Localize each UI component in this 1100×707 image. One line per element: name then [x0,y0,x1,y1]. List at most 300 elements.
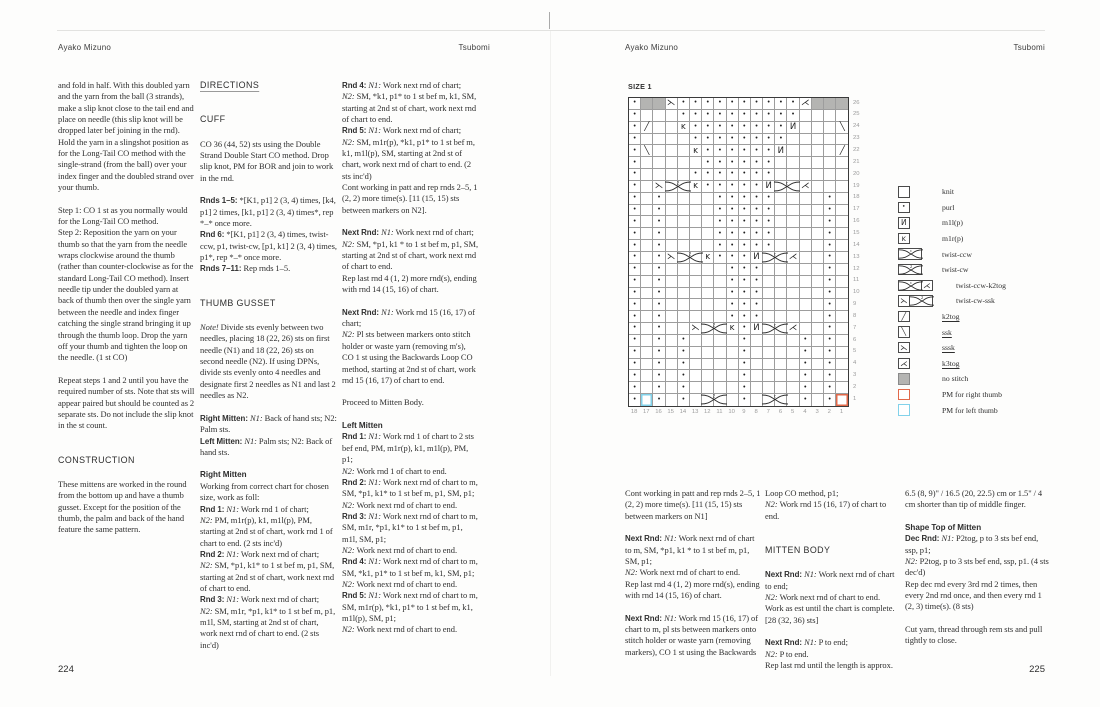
chart-cell: • [714,110,726,122]
chart-col-label: 11 [716,409,723,415]
chart-cell [666,276,678,288]
chart-cell [775,181,787,193]
chart-cell: • [714,169,726,181]
chart-cell [666,145,678,157]
legend-symbol-tcwssk: ⋋ 2 [898,295,944,307]
chart-cell [800,216,812,228]
chart-cell [690,394,702,406]
chart-cell: • [739,169,751,181]
chart-cell [800,311,812,323]
chart-cell: ⋌ [800,181,812,193]
legend-item [898,233,1006,245]
chart-cell: • [751,264,763,276]
chart-cell: ╱ [836,145,848,157]
chart-cell [836,205,848,217]
chart-cell: • [739,157,751,169]
chart-col-label: 13 [691,409,699,415]
chart-cell: ⋌ [787,252,799,264]
chart-col-label: 16 [655,409,662,415]
chart-cell [775,335,787,347]
chart-cell: • [739,98,751,110]
chart-cell: ⋋ [690,323,702,335]
chart-cell: ĸ [727,323,739,335]
chart-cell: • [653,359,665,371]
chart-cell [666,323,678,335]
chart-cell [702,382,714,394]
chart-cell [678,157,690,169]
chart-cell: • [824,228,836,240]
chart-cell: И [763,181,775,193]
chart-cell: И [751,252,763,264]
chart-cell [666,382,678,394]
chart-cell [812,110,824,122]
chart-cell [751,347,763,359]
chart-cell: • [824,335,836,347]
chart-row-label: 2 [853,384,857,390]
chart-cell [763,288,775,300]
chart-col-label: 12 [704,409,711,415]
chart-cell [678,145,690,157]
chart-cell: • [653,228,665,240]
chart-cell [714,299,726,311]
chart-cell [690,205,702,217]
chart-cell: • [751,98,763,110]
crop-mark [549,12,550,29]
paragraph: Right Mitten: N1: Back of hand sts; N2: Palm sts. [200,412,337,435]
chart-col-label: 6 [778,409,783,415]
chart-cell [812,205,824,217]
chart-row-label: 20 [853,170,860,177]
chart-cell [787,264,799,276]
paragraph: N2: P to end. [765,648,809,659]
chart-cell [714,370,726,382]
chart-cell [641,216,653,228]
chart-cell [775,193,787,205]
paragraph: N2: Work next rnd of chart to end. [342,499,458,510]
chart-cell: • [763,134,775,146]
legend-item [898,280,1006,292]
chart-cell [666,169,678,181]
chart-cell [812,122,824,134]
chart-cell [775,169,787,181]
chart-cell [714,359,726,371]
chart-cell [812,299,824,311]
legend-symbol-n [898,373,930,385]
chart-cell [690,240,702,252]
chart-cell [690,299,702,311]
chart-cell [763,382,775,394]
chart-cell: • [629,240,641,252]
chart-cell [666,311,678,323]
chart-cell: • [629,181,641,193]
chart-cell [678,276,690,288]
chart-cell [653,98,665,110]
chart-cell [727,335,739,347]
chart-cell: • [678,335,690,347]
paragraph: Rnd 3: N1: Work next rnd of chart; [200,594,320,605]
chart-cell [787,288,799,300]
chart-cell: • [739,181,751,193]
chart-cell [702,311,714,323]
chart-cell [836,311,848,323]
chart-cell [751,394,763,406]
chart-cell: • [702,110,714,122]
legend-label: m1l(p) [942,218,963,228]
chart-cell [702,394,714,406]
chart-cell [800,276,812,288]
chart-cell [751,370,763,382]
legend-symbol-pmr [898,389,930,401]
paragraph: Rnd 1: N1: Work rnd 1 of chart to 2 sts bef end, PM, m1r(p), k1, m1l(p), PM, p1; [342,431,474,465]
chart-cell [714,288,726,300]
chart-cell: • [800,382,812,394]
legend-label: PM for left thumb [942,405,998,415]
chart-cell [666,240,678,252]
legend-label: m1r(p) [942,234,964,244]
chart-cell [653,145,665,157]
section-heading: MITTEN BODY [765,545,831,556]
chart-cell [787,311,799,323]
chart-cell [763,311,775,323]
header-author: Ayako Mizuno [625,43,679,52]
paragraph: N2: SM, *p1, k1 * to 1 st bef m, p1, SM, starting at 2nd st of chart, work next rnd of chart to end. [342,238,479,272]
chart-cell: • [702,181,714,193]
chart-cell [775,311,787,323]
chart-cell [800,252,812,264]
chart-cell: • [787,110,799,122]
chart-cell: • [653,299,665,311]
chart-cell: • [690,134,702,146]
chart-cell: • [763,240,775,252]
chart-cell [787,394,799,406]
chart-cell [690,311,702,323]
chart-cell [824,110,836,122]
legend-symbol-L: И [898,217,930,229]
legend-label: twist-ccw [942,249,972,259]
chart-cell [666,288,678,300]
chart-cell: • [751,169,763,181]
chart-cell [836,134,848,146]
legend-symbol-tccwk: c ⋌ [898,280,944,292]
chart-cell: ĸ [690,145,702,157]
paragraph: N2: P2tog, p to 3 sts bef end, ssp, p1. (4 sts dec'd) [905,556,1049,578]
chart-col-label: 18 [630,409,638,415]
chart-row-label: 21 [853,158,860,165]
chart-cell: • [739,228,751,240]
chart-cell: • [727,181,739,193]
chart-cell [812,311,824,323]
chart-cell [787,181,799,193]
chart-cell [678,264,690,276]
paragraph: Shape Top of Mitten [905,522,982,532]
chart-cell [763,347,775,359]
chart-cell [641,157,653,169]
paragraph: and fold in half. With this doubled yarn and the yarn from the ball (3 strands), make a slip knot close to the tail end and place on needle (this slip knot will be dropped later bef joining in the rnd). Hold the yarn in a slingshot position as for the Long-Tail CO method with the single-strand (from the ball) over your index finger and the doubled strand over your thumb. [58,80,194,193]
chart-cell [690,216,702,228]
chart-cell [678,228,690,240]
legend-label: twist-ccw-k2tog [956,280,1006,290]
chart-cell [690,193,702,205]
svg-text:2: 2 [909,264,913,270]
chart-cell: • [727,228,739,240]
legend-label: knit [942,187,954,197]
paragraph: Proceed to Mitten Body. [342,397,424,408]
chart-row-label: 1 [853,395,857,402]
chart-cell: • [727,122,739,134]
chart-row-label: 15 [853,229,860,236]
chart-cell: • [739,264,751,276]
chart-cell: • [763,216,775,228]
chart-cell [775,264,787,276]
chart-cell: • [739,347,751,359]
chart-cell [702,264,714,276]
paragraph: Rep last rnd until the length is approx. [765,660,893,671]
chart-cell [641,240,653,252]
paragraph: Rnds 1–5: *[K1, p1] 2 (3, 4) times, [k4, p1] 2 times, [k1, p1] 2 (3, 4) times*, rep *–* once more. [200,195,336,229]
chart-cell: • [824,205,836,217]
chart-cell [678,205,690,217]
chart-cell: • [763,193,775,205]
chart-cell: ╱ [641,122,653,134]
chart-cell: • [751,240,763,252]
paragraph: N2: SM, m1r(p), *k1, p1* to 1 st bef m, k1, m1l(p), SM, starting at 2nd st of chart, work next rnd of chart to end. (2 sts inc'd) [342,136,475,181]
chart-cell [678,169,690,181]
legend-item [898,358,1006,370]
chart-cell: • [751,216,763,228]
paragraph: Next Rnd: N1: P to end; [765,637,848,648]
chart-cell [836,228,848,240]
chart-cell [641,169,653,181]
legend-symbol-k2tog: ╱ [898,311,930,323]
chart-cell [824,145,836,157]
chart-cell [666,181,678,193]
svg-text:2: 2 [688,252,691,258]
chart-cell [787,216,799,228]
chart-cell: • [702,157,714,169]
chart-cell: • [739,252,751,264]
chart-cell: • [714,228,726,240]
chart-row-label: 19 [853,182,860,189]
chart-cell [727,382,739,394]
chart-cell: • [751,276,763,288]
chart-cell: • [629,122,641,134]
chart-cell [678,193,690,205]
chart-cell [714,276,726,288]
chart-cell [775,370,787,382]
legend-item [898,389,1006,401]
chart-cell [775,299,787,311]
chart-cell [641,252,653,264]
chart-cell [678,216,690,228]
text-column [58,80,195,536]
chart-col-label: 5 [791,409,795,415]
chart-cell: • [739,205,751,217]
chart-cell: • [739,394,751,406]
chart-cell: ⋌ [800,98,812,110]
chart-cell [787,134,799,146]
legend-item [898,373,1006,385]
chart-cell: • [824,216,836,228]
chart-cell: • [739,122,751,134]
chart-cell [836,193,848,205]
chart-cell [800,288,812,300]
paragraph: Next Rnd: N1: Work rnd 15 (16, 17) of chart; [342,306,476,329]
chart-cell [812,276,824,288]
chart-cell: • [678,370,690,382]
chart-cell: • [751,145,763,157]
chart-cell: • [739,134,751,146]
chart-cell: • [751,157,763,169]
chart-cell: • [629,228,641,240]
chart-cell [751,382,763,394]
chart-cell [678,299,690,311]
chart-cell: • [751,311,763,323]
chart-cell [775,205,787,217]
chart-cell: • [727,98,739,110]
paragraph: Rep last rnd 4 (1, 2) more rnd(s), ending with rnd 14 (15, 16) of chart. [625,578,760,601]
chart-cell [690,382,702,394]
chart-cell: • [690,110,702,122]
page-number: 225 [1029,664,1045,675]
chart-cell [787,157,799,169]
legend-item [898,186,1006,198]
chart-cell: • [727,110,739,122]
chart-cell [800,145,812,157]
paragraph: Next Rnd: N1: Work next rnd of chart; [342,227,474,238]
paragraph: 6.5 (8, 9)" / 16.5 (20, 22.5) cm or 1.5" / 4 cm shorter than tip of middle finger. [905,488,1043,510]
chart-cell: • [714,122,726,134]
chart-cell: • [714,181,726,193]
chart-row-label: 6 [853,336,857,343]
chart-cell [775,216,787,228]
chart-col-label: 9 [742,409,746,415]
chart-cell [653,157,665,169]
chart-cell: • [629,169,641,181]
chart-cell: ⋋ [653,181,665,193]
chart-cell [714,311,726,323]
chart-cell: • [678,110,690,122]
text-column [342,80,479,636]
chart-cell [666,299,678,311]
chart-cell [666,370,678,382]
chart-row-label: 11 [853,277,860,284]
chart-cell [787,370,799,382]
chart-cell: • [727,240,739,252]
chart-cell: • [629,394,641,406]
section-heading: CONSTRUCTION [58,454,135,465]
chart-cell [836,276,848,288]
chart-row-label: 10 [853,289,860,296]
chart-cell [800,299,812,311]
legend-item [898,311,1006,323]
chart-cell: • [763,157,775,169]
chart-col-label: 4 [803,409,807,415]
text-column [625,488,762,658]
chart-cell [812,252,824,264]
chart-cell: • [824,323,836,335]
legend-label: sssk [942,343,955,353]
legend-item [898,295,1006,307]
chart-cell [690,157,702,169]
chart-cell [824,157,836,169]
chart-cell: • [629,134,641,146]
chart-cell: • [763,98,775,110]
chart-cell: • [629,157,641,169]
chart-cell [702,216,714,228]
chart-cell [702,205,714,217]
chart-cell [812,181,824,193]
section-heading: CUFF [200,114,226,125]
chart-cell [678,311,690,323]
chart-cell [836,288,848,300]
legend-label: no stitch [942,374,969,384]
chart-cell [775,288,787,300]
legend-label: purl [942,202,955,212]
chart-col-label: 3 [815,409,819,415]
chart-cell [787,382,799,394]
paragraph: Rep dec rnd every 3rd rnd 2 times, then every 2nd rnd once, and then every rnd 1 (2, 3) time(s). (8 sts) [905,578,1042,612]
chart-cell: • [702,98,714,110]
chart-cell [727,359,739,371]
chart-row-label: 17 [853,206,860,213]
chart-cell: • [702,134,714,146]
chart-cell: ĸ [702,252,714,264]
chart-cell [714,323,726,335]
chart-cell: • [800,359,812,371]
chart-cell [812,134,824,146]
paragraph: N2: PM, m1r(p), k1, m1l(p), PM, starting at 2nd st of chart, work rnd 1 of chart to end. (2 sts inc'd) [200,514,333,548]
chart-cell: • [727,134,739,146]
chart-cell [678,181,690,193]
chart-cell: • [653,264,665,276]
chart-cell: • [714,157,726,169]
chart-cell [653,110,665,122]
paragraph: CO 36 (44, 52) sts using the Double Strand Double Start CO method. Drop slip knot, PM for BOR and join to work in the rnd. [200,138,334,183]
chart-cell: • [653,288,665,300]
paragraph: Work as est until the chart is complete. [28 (32, 36) sts] [765,603,895,625]
chart-cell: • [714,216,726,228]
paragraph: Cont working in patt and rep rnds 2–5, 1 (2, 2) more time(s). [11 (15, 15) sts between markers on N1] [625,488,761,521]
chart-cell: • [751,181,763,193]
legend-symbol-ssk: ╲ [898,326,930,338]
chart-cell [702,335,714,347]
chart-cell: • [629,311,641,323]
chart-cell: • [629,323,641,335]
chart-cell [653,169,665,181]
chart-cell [812,98,824,110]
chart-cell [763,323,775,335]
chart-cell [787,347,799,359]
chart-cell: • [739,216,751,228]
chart-cell: • [653,394,665,406]
chart-cell [800,169,812,181]
legend-label: twist-cw [942,265,969,275]
chart-cell: • [763,145,775,157]
paragraph: Step 1: CO 1 st as you normally would for the Long-Tail CO method. [58,204,188,227]
paragraph: Loop CO method, p1; [765,488,839,498]
chart-cell [775,252,787,264]
chart-cell [824,181,836,193]
chart-cell [800,157,812,169]
chart-cell [836,169,848,181]
chart-cell [678,288,690,300]
chart-cell: • [824,311,836,323]
chart-cell [690,264,702,276]
chart-cell [666,394,678,406]
chart-cell [787,276,799,288]
chart-cell [836,335,848,347]
chart-cell: • [739,323,751,335]
